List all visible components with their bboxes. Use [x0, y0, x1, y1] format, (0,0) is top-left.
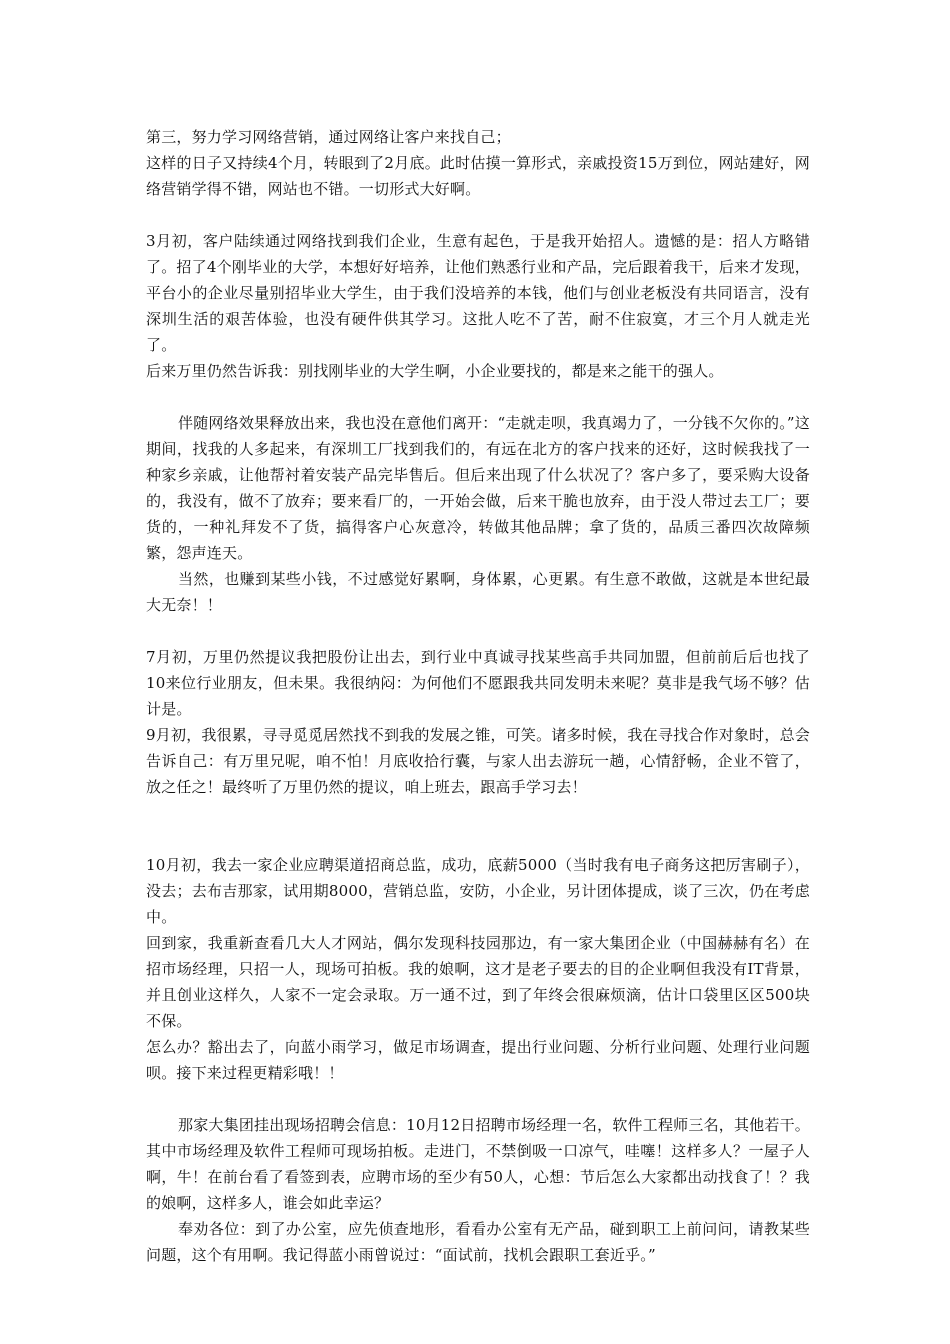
blank-line: [146, 202, 810, 228]
blank-line: [146, 618, 810, 644]
paragraph: 9月初，我很累，寻寻觅觅居然找不到我的发展之锥，可笑。诸多时候，我在寻找合作对象时，总会告诉自己：有万里兄呢，咱不怕！月底收拾行囊，与家人出去游玩一趟，心情舒畅，企业不管了，放之任之！最终听了万里仍然的提议，咱上班去，跟高手学习去！: [146, 726, 810, 796]
paragraph: 7月初，万里仍然提议我把股份让出去，到行业中真诚寻找某些高手共同加盟，但前前后后也找了10来位行业朋友，但未果。我很纳闷：为何他们不愿跟我共同发明未来呢？莫非是我气场不够？估计是。: [146, 648, 810, 718]
blank-line: [146, 384, 810, 410]
paragraph: 怎么办？豁出去了，向蓝小雨学习，做足市场调查，提出行业问题、分析行业问题、处理行业问题呗。接下来过程更精彩哦！！: [146, 1038, 810, 1082]
paragraph: 3月初，客户陆续通过网络找到我们企业，生意有起色，于是我开始招人。遗憾的是：招人方略错了。招了4个刚毕业的大学，本想好好培养，让他们熟悉行业和产品，完后跟着我干，后来才发现，平台小的企业尽量别招毕业大学生，由于我们没培养的本钱，他们与创业老板没有共同语言，没有深圳生活的艰苦体验，也没有硬件供其学习。这批人吃不了苦，耐不住寂寞，才三个月人就走光了。: [146, 232, 810, 354]
paragraph: 这样的日子又持续4个月，转眼到了2月底。此时估摸一算形式，亲戚投资15万到位，网站建好，网络营销学得不错，网站也不错。一切形式大好啊。: [146, 154, 810, 198]
blank-line: [146, 800, 810, 852]
blank-line: [146, 1086, 810, 1112]
paragraph: 伴随网络效果释放出来，我也没在意他们离开：“走就走呗，我真竭力了，一分钱不欠你的。”这期间，找我的人多起来，有深圳工厂找到我们的，有远在北方的客户找来的还好，这时候我找了一种家乡亲戚，让他帮衬着安装产品完毕售后。但后来出现了什么状况了？客户多了，要采购大设备的，我没有，做不了放弃；要来看厂的，一开始会做，后来干脆也放弃，由于没人带过去工厂；要货的，一种礼拜发不了货，搞得客户心灰意冷，转做其他品牌；拿了货的，品质三番四次故障频繁，怨声连天。: [146, 414, 810, 562]
paragraph: 当然，也赚到某些小钱，不过感觉好累啊，身体累，心更累。有生意不敢做，这就是本世纪最大无奈！！: [146, 570, 810, 614]
paragraph: 10月初，我去一家企业应聘渠道招商总监，成功，底薪5000（当时我有电子商务这把厉害刷子），没去；去布吉那家，试用期8000，营销总监，安防，小企业，另计团体提成，谈了三次，仍在考虑中。: [146, 856, 810, 926]
paragraph: 奉劝各位：到了办公室，应先侦查地形，看看办公室有无产品，碰到职工上前问问，请教某些问题，这个有用啊。我记得蓝小雨曾说过：“面试前，找机会跟职工套近乎。”: [146, 1220, 810, 1264]
paragraph: 那家大集团挂出现场招聘会信息：10月12日招聘市场经理一名，软件工程师三名，其他若干。其中市场经理及软件工程师可现场拍板。走进门，不禁倒吸一口凉气，哇噻！这样多人？一屋子人啊，牛！在前台看了看签到表，应聘市场的至少有50人，心想：节后怎么大家都出动找食了！？我的娘啊，这样多人，谁会如此幸运？: [146, 1116, 810, 1212]
document-body: [146, 124, 810, 1268]
paragraph: 后来万里仍然告诉我：别找刚毕业的大学生啊，小企业要找的，都是来之能干的强人。: [146, 362, 724, 380]
paragraph: 第三，努力学习网络营销，通过网络让客户来找自己；: [146, 128, 511, 146]
paragraph: 回到家，我重新查看几大人才网站，偶尔发现科技园那边，有一家大集团企业（中国赫赫有名）在招市场经理，只招一人，现场可拍板。我的娘啊，这才是老子要去的目的企业啊但我没有IT背景，并且创业这样久，人家不一定会录取。万一通不过，到了年终会很麻烦滴，估计口袋里区区500块不保。: [146, 934, 810, 1030]
